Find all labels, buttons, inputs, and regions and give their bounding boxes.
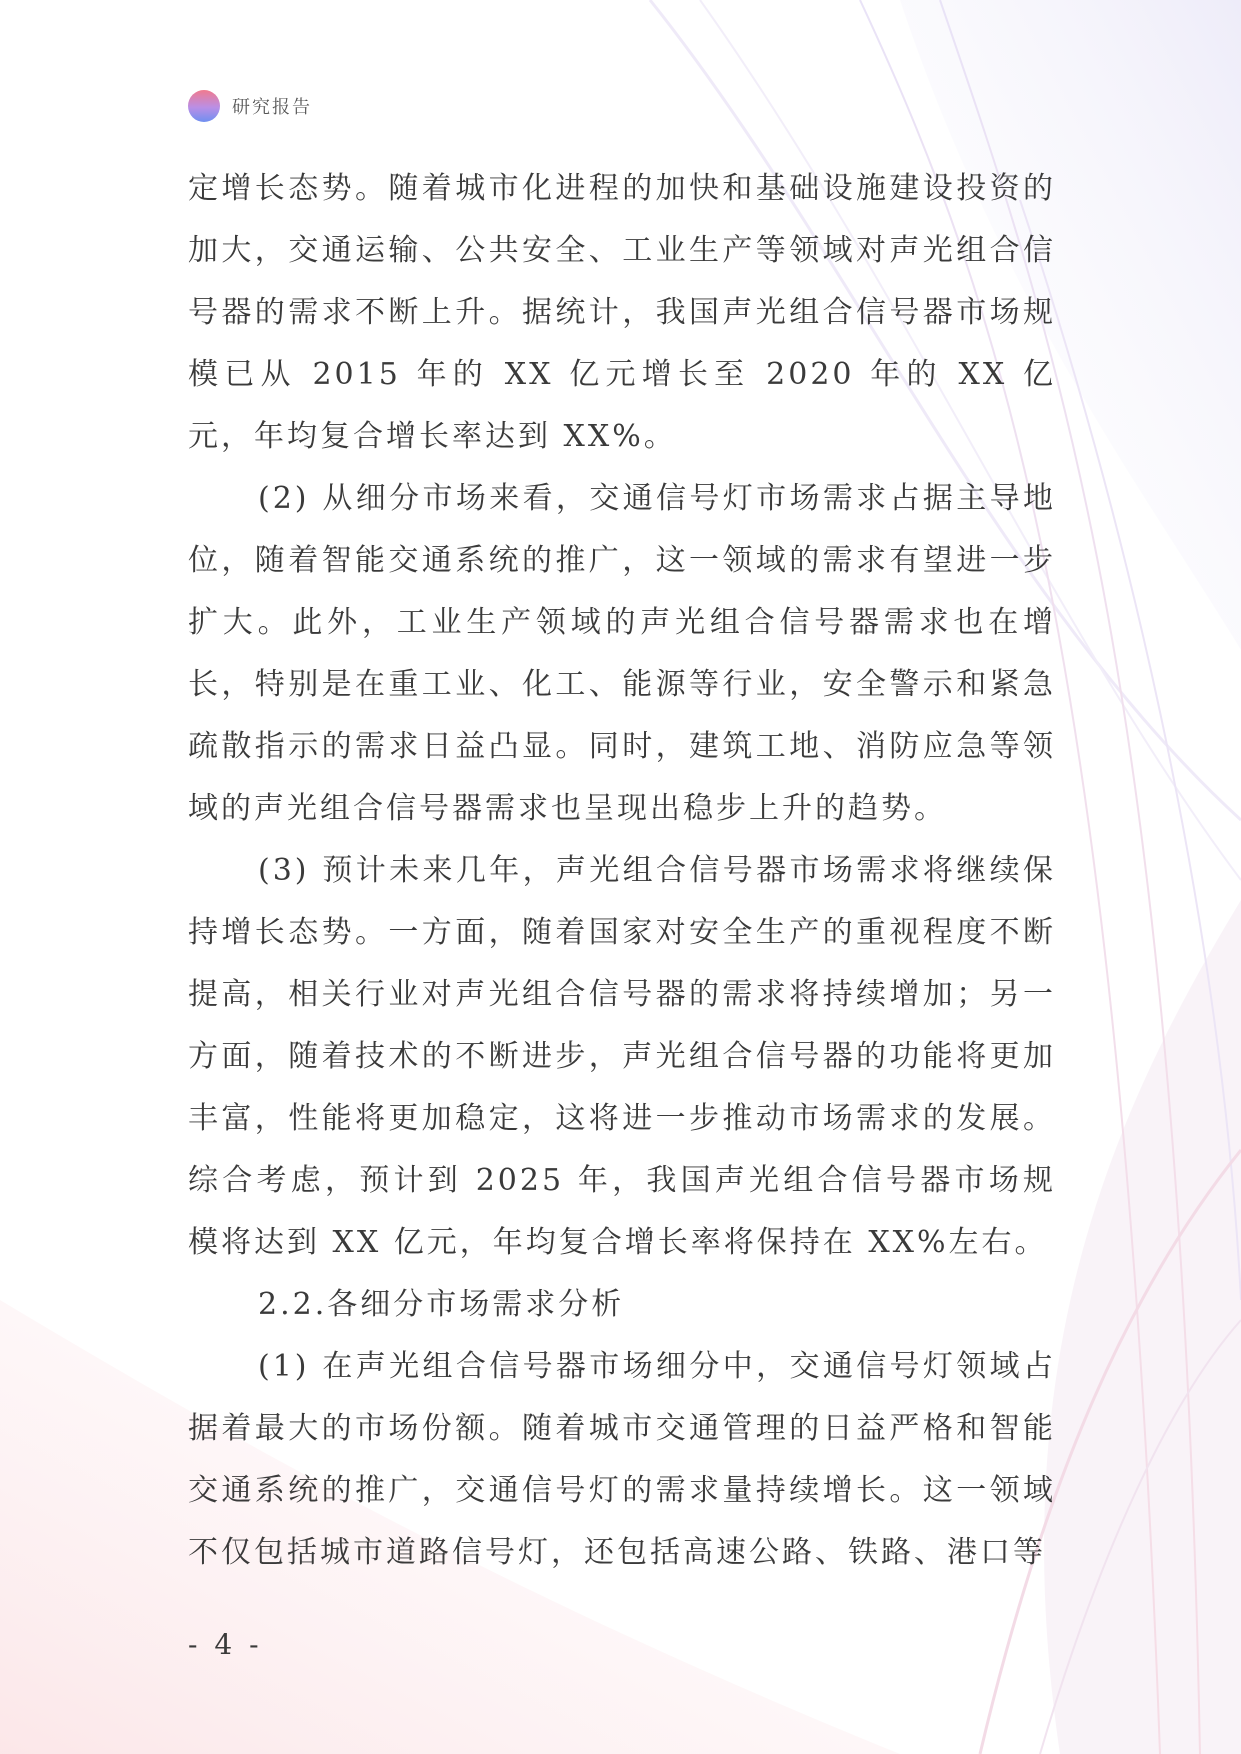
page-number: - 4 - <box>188 1628 263 1661</box>
section-heading: 2.2.各细分市场需求分析 <box>258 1287 625 1322</box>
page-header <box>188 88 312 124</box>
paragraph-continuation: 定增长态势。随着城市化进程的加快和基础设施建设投资的加大，交通运输、公共安全、工业生产等领域对声光组合信号器的需求不断上升。据统计，我国声光组合信号器市场规模已从 2015 年的 XX 亿元增长至 2020 年的 XX 亿元，年均复合增长率达到 XX%。 <box>188 171 1056 454</box>
section-paragraph-1: (1) 在声光组合信号器市场细分中，交通信号灯领域占据着最大的市场份额。随着城市交通管理的日益严格和智能交通系统的推广，交通信号灯的需求量持续增长。这一领域不仅包括城市道路信号灯，还包括高速公路、铁路、港口等 <box>188 1349 1056 1570</box>
paragraph-2: (2) 从细分市场来看，交通信号灯市场需求占据主导地位，随着智能交通系统的推广，这一领域的需求有望进一步扩大。此外，工业生产领域的声光组合信号器需求也在增长，特别是在重工业、化工、能源等行业，安全警示和紧急疏散指示的需求日益凸显。同时，建筑工地、消防应急等领域的声光组合信号器需求也呈现出稳步上升的趋势。 <box>188 481 1056 826</box>
paragraph-3: (3) 预计未来几年，声光组合信号器市场需求将继续保持增长态势。一方面，随着国家对安全生产的重视程度不断提高，相关行业对声光组合信号器的需求将持续增加；另一方面，随着技术的不断进步，声光组合信号器的功能将更加丰富，性能将更加稳定，这将进一步推动市场需求的发展。综合考虑，预计到 2025 年，我国声光组合信号器市场规模将达到 XX 亿元，年均复合增长率将保持在 XX%左右。 <box>188 853 1056 1260</box>
document-body <box>188 158 1056 1584</box>
logo-circle-icon <box>188 90 220 122</box>
header-label: 研究报告 <box>232 97 312 118</box>
